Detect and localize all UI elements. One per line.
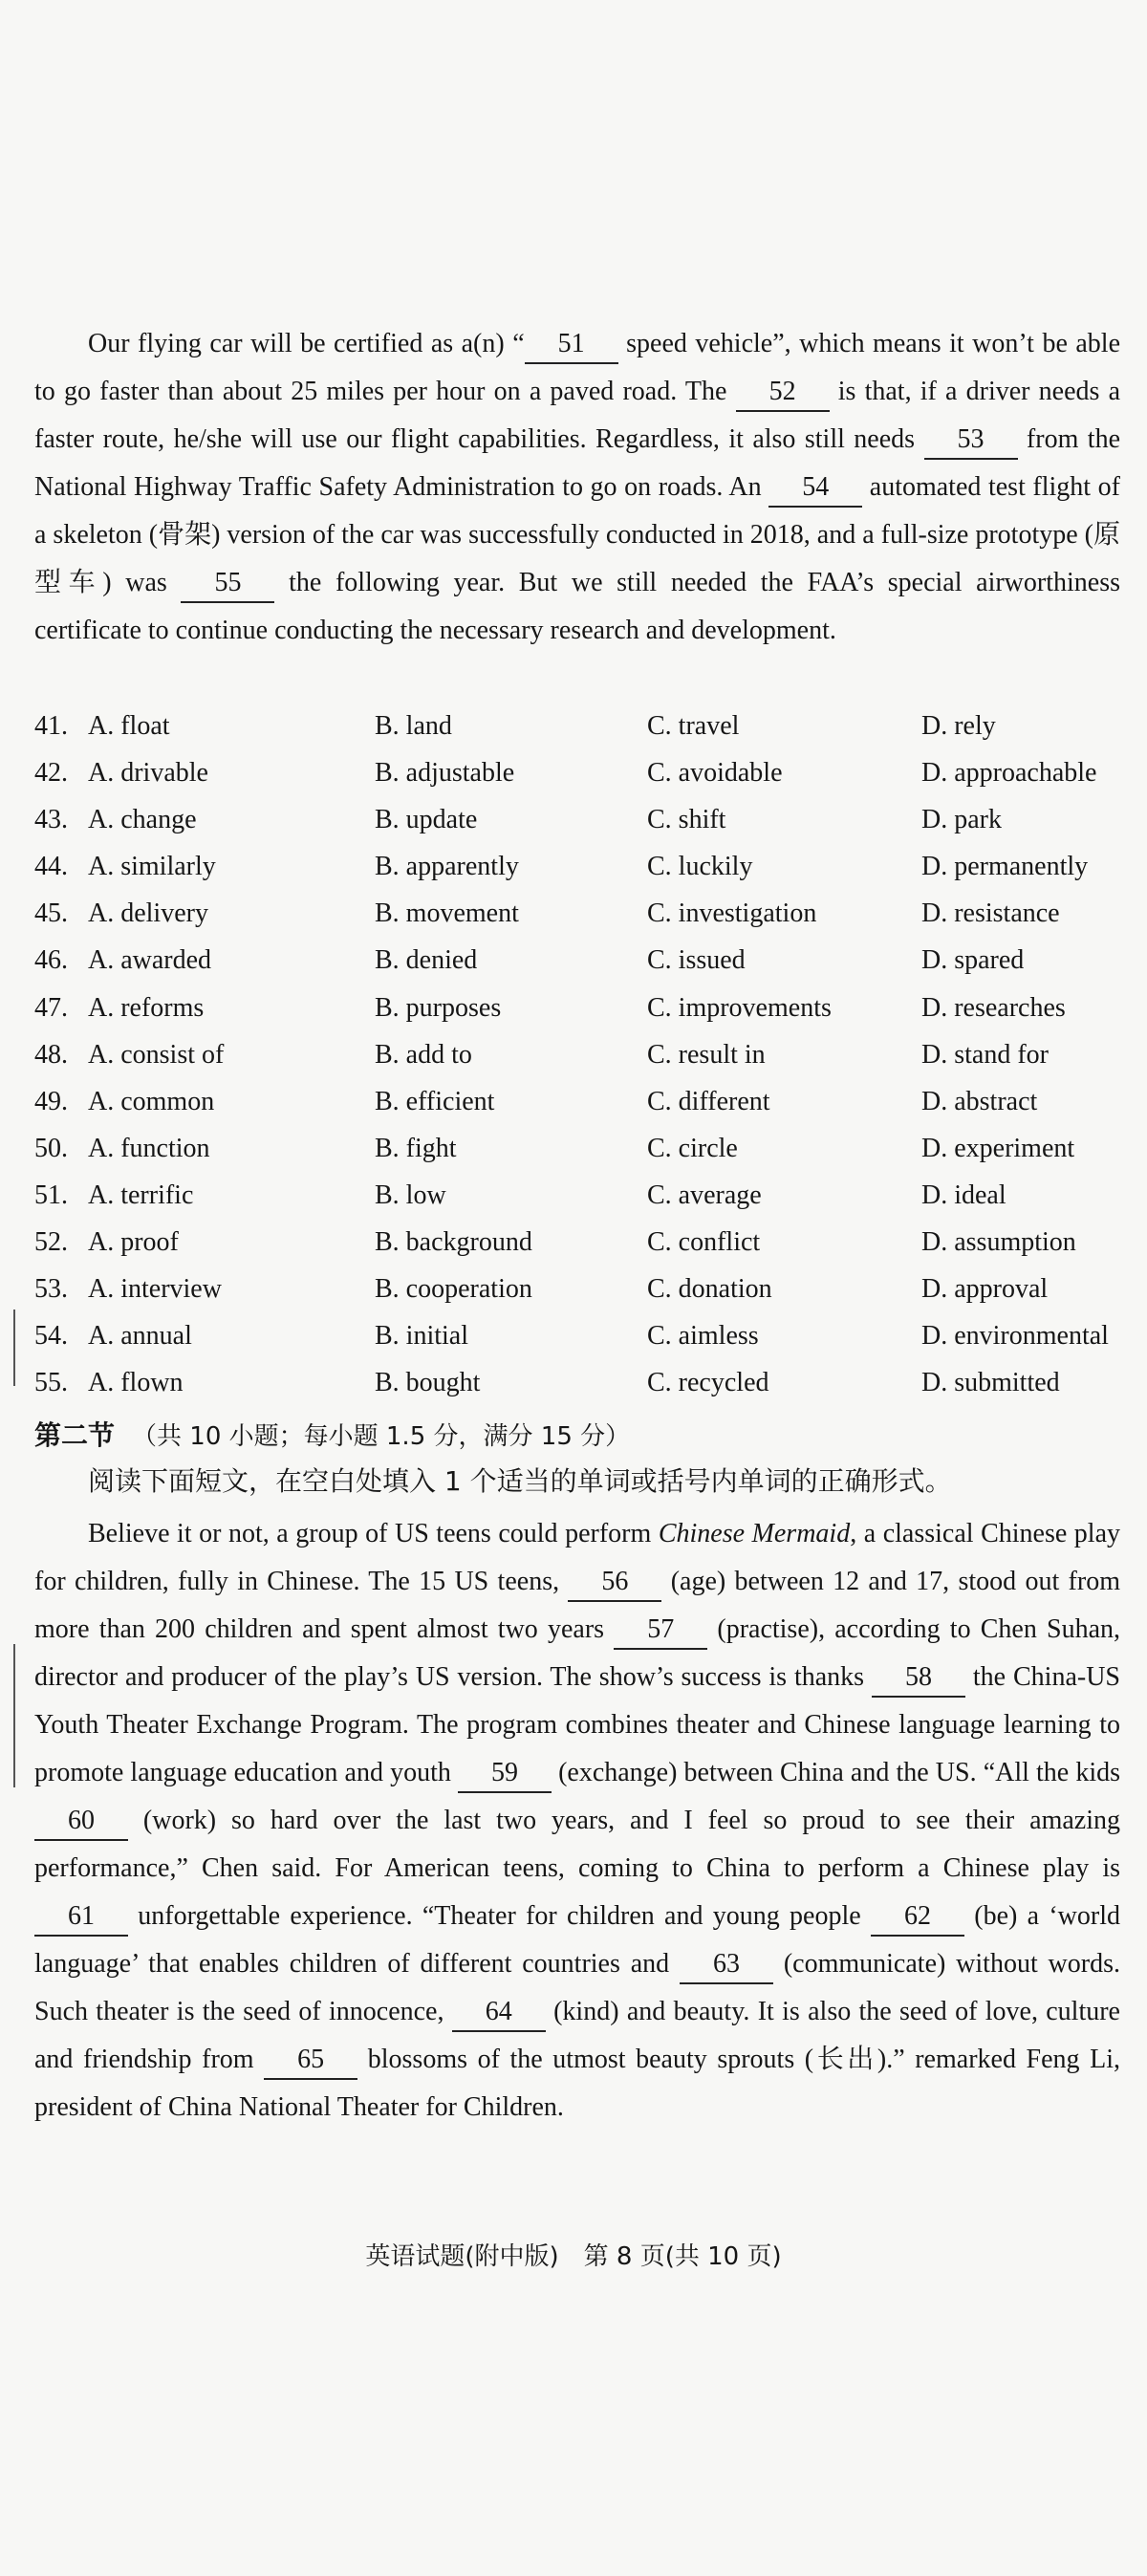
option-row xyxy=(34,1359,1120,1406)
option-a: A. flown xyxy=(88,1368,184,1398)
section-instruction: 阅读下面短文，在空白处填入 1 个适当的单词或括号内单词的正确形式。 xyxy=(88,1465,952,1497)
option-b: B. update xyxy=(375,805,478,835)
option-b: B. denied xyxy=(375,945,478,976)
option-b: B. land xyxy=(375,711,452,741)
option-b: B. low xyxy=(375,1180,446,1210)
option-row xyxy=(34,1312,1120,1359)
option-row xyxy=(34,843,1120,890)
section-title: 第二节 xyxy=(34,1419,116,1451)
option-c: C. donation xyxy=(647,1274,772,1305)
passage-text: (be) a ‘world language’ that enables children of different countries and xyxy=(34,1901,1121,1979)
margin-scan-mark xyxy=(13,1310,15,1386)
option-b: B. cooperation xyxy=(375,1274,532,1305)
section-heading xyxy=(34,1415,630,1458)
passage-text: (practise), according to Chen Suhan, director and producer of the play’s US version. The show’s success is thanks xyxy=(34,1614,1120,1692)
passage-text: blossoms of the utmost beauty sprouts (长出).” remarked Feng Li, president of China National Theater for Children. xyxy=(34,2045,1121,2122)
option-b: B. adjustable xyxy=(375,758,515,789)
option-b: B. fight xyxy=(375,1133,457,1163)
option-c: C. avoidable xyxy=(647,758,783,789)
question-number: 51. xyxy=(34,1180,68,1210)
passage-text: is that, if a driver needs a faster route, he/she will use our flight capabilities. Regardless, it also still needs xyxy=(34,377,1121,454)
option-a: A. reforms xyxy=(88,992,205,1023)
option-row xyxy=(34,890,1120,937)
passage-text: Our flying car will be certified as a(n) “ xyxy=(88,329,525,358)
passage-text: automated test flight of a skeleton (骨架) version of the car was successfully conducted in 2018, and a full-size prototype (原型车) was xyxy=(34,472,1120,597)
option-d: D. park xyxy=(921,805,1002,835)
option-d: D. resistance xyxy=(921,898,1060,929)
option-d: D. assumption xyxy=(921,1227,1076,1258)
option-a: A. float xyxy=(88,711,170,741)
question-number: 52. xyxy=(34,1227,68,1258)
passage-text: speed vehicle”, which means it won’t be able to go faster than about 25 miles per hour on a paved road. The xyxy=(34,329,1120,406)
question-number: 46. xyxy=(34,945,68,976)
passage-text: (communicate) without words. Such theater is the seed of innocence, xyxy=(34,1949,1120,2026)
section-scoring: （共 10 小题；每小题 1.5 分，满分 15 分） xyxy=(132,1422,631,1451)
question-number: 50. xyxy=(34,1133,68,1163)
passage-text: (exchange) between China and the US. “All the kids xyxy=(551,1758,1120,1787)
option-row xyxy=(34,1125,1120,1172)
option-c: C. issued xyxy=(647,945,746,976)
cloze-passage-paragraph xyxy=(34,320,1120,655)
option-row xyxy=(34,1078,1120,1125)
option-d: D. approval xyxy=(921,1274,1049,1305)
blank-65: 65 xyxy=(264,2042,357,2080)
option-row xyxy=(34,1031,1120,1078)
passage-text: the China-US Youth Theater Exchange Program. The program combines theater and Chinese language learning to promote language education and youth xyxy=(34,1662,1120,1787)
option-a: A. interview xyxy=(88,1274,222,1305)
passage-text: unforgettable experience. “Theater for children and young people xyxy=(128,1901,871,1931)
option-d: D. approachable xyxy=(921,758,1097,789)
option-c: C. result in xyxy=(647,1039,766,1070)
passage-text: Believe it or not, a group of US teens could perform xyxy=(88,1519,659,1548)
option-c: C. aimless xyxy=(647,1321,759,1352)
option-c: C. circle xyxy=(647,1133,738,1163)
option-c: C. investigation xyxy=(647,898,817,929)
option-d: D. permanently xyxy=(921,852,1089,882)
option-c: C. luckily xyxy=(647,852,753,882)
question-number: 41. xyxy=(34,711,68,741)
passage-text: from the National Highway Traffic Safety Administration to go on roads. An xyxy=(34,424,1120,502)
option-d: D. ideal xyxy=(921,1180,1006,1210)
option-b: B. apparently xyxy=(375,852,519,882)
option-row xyxy=(34,1219,1120,1266)
option-c: C. conflict xyxy=(647,1227,761,1258)
option-d: D. environmental xyxy=(921,1321,1109,1352)
option-d: D. spared xyxy=(921,945,1025,976)
option-d: D. rely xyxy=(921,711,996,741)
question-number: 48. xyxy=(34,1039,68,1070)
option-a: A. drivable xyxy=(88,758,208,789)
blank-63: 63 xyxy=(680,1946,773,1984)
option-a: A. annual xyxy=(88,1321,192,1352)
blank-56: 56 xyxy=(568,1564,661,1602)
option-d: D. researches xyxy=(921,992,1066,1023)
blank-52: 52 xyxy=(736,374,830,412)
option-b: B. efficient xyxy=(375,1086,495,1116)
option-row xyxy=(34,937,1120,984)
option-row xyxy=(34,1266,1120,1312)
option-a: A. function xyxy=(88,1133,210,1163)
option-row xyxy=(34,749,1120,796)
blank-64: 64 xyxy=(452,1994,546,2032)
option-d: D. experiment xyxy=(921,1133,1075,1163)
question-number: 54. xyxy=(34,1321,68,1352)
grammar-passage-paragraph xyxy=(34,1510,1120,2132)
option-row xyxy=(34,985,1120,1031)
option-a: A. delivery xyxy=(88,898,208,929)
option-b: B. movement xyxy=(375,898,519,929)
option-c: C. different xyxy=(647,1086,770,1116)
option-a: A. proof xyxy=(88,1227,179,1258)
passage-text: (work) so hard over the last two years, and I feel so proud to see their amazing performance,” Chen said. For American teens, coming to China to perform a Chinese play is xyxy=(34,1806,1120,1883)
option-b: B. add to xyxy=(375,1039,472,1070)
option-row xyxy=(34,796,1120,843)
option-a: A. change xyxy=(88,805,197,835)
option-row xyxy=(34,703,1120,749)
option-b: B. bought xyxy=(375,1368,481,1398)
option-b: B. purposes xyxy=(375,992,502,1023)
option-a: A. similarly xyxy=(88,852,216,882)
blank-55: 55 xyxy=(181,565,274,603)
option-a: A. terrific xyxy=(88,1180,194,1210)
option-a: A. consist of xyxy=(88,1039,225,1070)
option-c: C. improvements xyxy=(647,992,832,1023)
blank-51: 51 xyxy=(525,326,618,364)
question-number: 55. xyxy=(34,1368,68,1398)
question-number: 42. xyxy=(34,758,68,789)
blank-53: 53 xyxy=(924,422,1018,460)
blank-62: 62 xyxy=(871,1898,964,1937)
option-b: B. background xyxy=(375,1227,532,1258)
question-number: 45. xyxy=(34,898,68,929)
option-a: A. common xyxy=(88,1086,215,1116)
options-list xyxy=(34,703,1120,1406)
passage-text: (kind) and beauty. It is also the seed of love, culture and friendship from xyxy=(34,1997,1120,2074)
option-c: C. recycled xyxy=(647,1368,769,1398)
page-footer: 英语试题(附中版) 第 8 页(共 10 页) xyxy=(365,2242,782,2271)
blank-59: 59 xyxy=(458,1755,552,1793)
blank-58: 58 xyxy=(872,1659,965,1698)
question-number: 53. xyxy=(34,1274,68,1305)
question-number: 47. xyxy=(34,992,68,1023)
question-number: 43. xyxy=(34,805,68,835)
option-a: A. awarded xyxy=(88,945,212,976)
play-title: Chinese Mermaid xyxy=(658,1519,851,1548)
margin-scan-mark xyxy=(13,1644,15,1787)
passage-text: (age) between 12 and 17, stood out from more than 200 children and spent almost two years xyxy=(34,1567,1120,1644)
option-c: C. shift xyxy=(647,805,726,835)
passage-text: , a classical Chinese play for children, fully in Chinese. The 15 US teens, xyxy=(34,1519,1121,1596)
option-row xyxy=(34,1172,1120,1219)
option-c: C. travel xyxy=(647,711,740,741)
blank-61: 61 xyxy=(34,1898,128,1937)
option-c: C. average xyxy=(647,1180,762,1210)
blank-57: 57 xyxy=(614,1612,707,1650)
blank-60: 60 xyxy=(34,1803,128,1841)
option-b: B. initial xyxy=(375,1321,468,1352)
question-number: 44. xyxy=(34,852,68,882)
option-d: D. submitted xyxy=(921,1368,1060,1398)
option-d: D. abstract xyxy=(921,1086,1038,1116)
passage-text: the following year. But we still needed the FAA’s special airworthiness certificate to continue conducting the necessary research and development. xyxy=(34,568,1120,645)
blank-54: 54 xyxy=(768,469,862,508)
question-number: 49. xyxy=(34,1086,68,1116)
option-d: D. stand for xyxy=(921,1039,1049,1070)
